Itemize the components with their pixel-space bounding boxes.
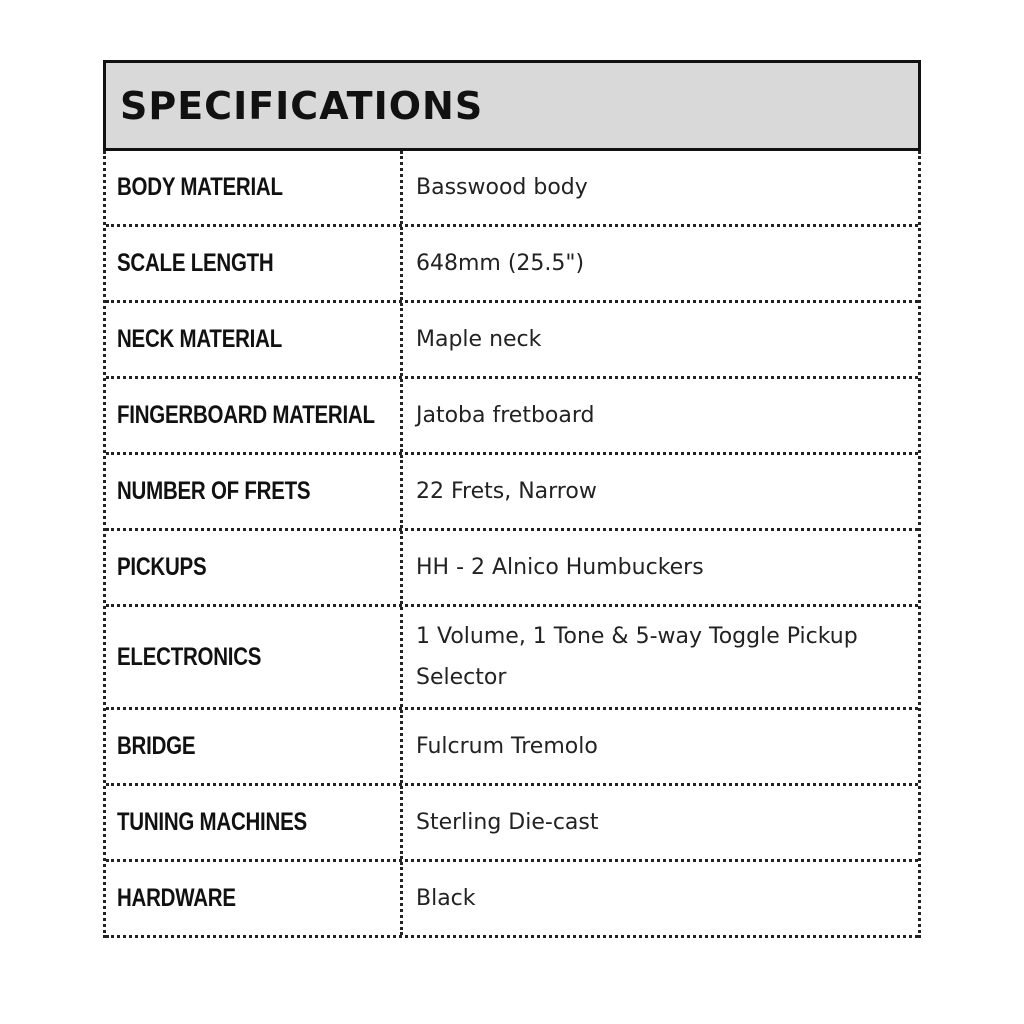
spec-label-cell [106, 786, 403, 859]
spec-label: ELECTRONICS [117, 642, 262, 671]
spec-label: NUMBER OF FRETS [117, 477, 311, 505]
spec-label: PICKUPS [117, 553, 207, 581]
table-row [106, 786, 918, 862]
table-row [106, 303, 918, 379]
spec-label-cell [106, 379, 403, 452]
spec-value-cell [403, 455, 918, 528]
spec-value: Basswood body [416, 175, 588, 200]
spec-value-cell [403, 710, 918, 783]
spec-value: Sterling Die-cast [416, 810, 599, 835]
spec-value-cell [403, 151, 918, 224]
table-title: SPECIFICATIONS [120, 83, 484, 128]
table-row [106, 862, 918, 938]
spec-value: Black [416, 886, 476, 911]
spec-label-cell [106, 531, 403, 604]
spec-label-cell [106, 710, 403, 783]
spec-rows [103, 151, 921, 938]
spec-value: Fulcrum Tremolo [416, 734, 598, 759]
spec-label: BODY MATERIAL [117, 173, 283, 201]
spec-label: SCALE LENGTH [117, 249, 274, 277]
spec-label: BRIDGE [117, 732, 196, 760]
spec-label-cell [106, 303, 403, 376]
table-row [106, 607, 918, 710]
spec-value: 1 Volume, 1 Tone & 5-way Toggle Pickup Selector [416, 624, 858, 690]
spec-value-cell [403, 607, 918, 707]
spec-label: TUNING MACHINES [117, 808, 307, 836]
spec-value-cell [403, 379, 918, 452]
spec-value: 648mm (25.5") [416, 251, 585, 276]
spec-value: Jatoba fretboard [416, 403, 595, 428]
table-row [106, 151, 918, 227]
spec-value: HH - 2 Alnico Humbuckers [416, 555, 704, 580]
specifications-table [103, 60, 921, 938]
spec-value-cell [403, 862, 918, 935]
table-row [106, 455, 918, 531]
spec-label: HARDWARE [117, 884, 236, 912]
spec-value: 22 Frets, Narrow [416, 479, 597, 504]
spec-label-cell [106, 151, 403, 224]
table-row [106, 710, 918, 786]
table-header [103, 60, 921, 151]
spec-label-cell [106, 607, 403, 707]
table-row [106, 227, 918, 303]
spec-value-cell [403, 303, 918, 376]
spec-value-cell [403, 531, 918, 604]
spec-label: NECK MATERIAL [117, 325, 282, 353]
spec-label-cell [106, 862, 403, 935]
spec-label-cell [106, 455, 403, 528]
table-row [106, 531, 918, 607]
spec-value: Maple neck [416, 327, 542, 352]
spec-value-cell [403, 227, 918, 300]
table-row [106, 379, 918, 455]
spec-label: FINGERBOARD MATERIAL [117, 401, 375, 429]
spec-value-cell [403, 786, 918, 859]
spec-label-cell [106, 227, 403, 300]
